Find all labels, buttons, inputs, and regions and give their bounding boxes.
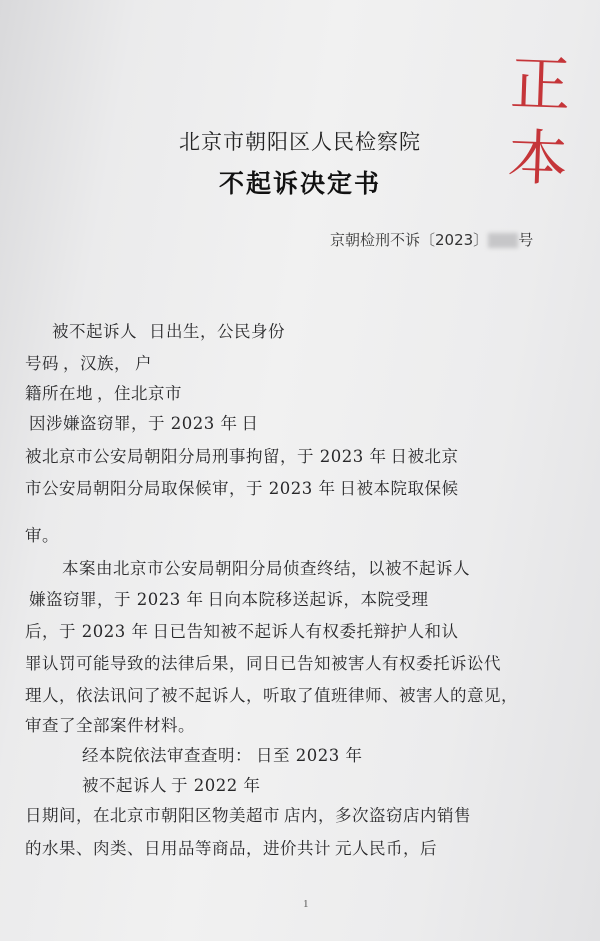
original-copy-stamp — [501, 47, 576, 197]
text-segment: 日已告知被不起诉人有权委托辩护人和认 — [152, 622, 459, 641]
text-segment: 户 — [135, 354, 152, 373]
document-number-prefix: 京朝检刑不诉〔2023〕 — [330, 231, 489, 249]
document-number-suffix: 号 — [518, 231, 534, 249]
page-number: 1 — [303, 898, 309, 910]
text-segment: 因涉嫌盗窃罪，于 2023 年 — [29, 414, 238, 433]
stamp-char-1: 正 — [509, 48, 572, 122]
redaction — [488, 233, 518, 248]
text-segment: 罪认罚可能导致的法律后果，同日已告知被害人有权委托诉讼代 — [25, 654, 501, 673]
text-line — [25, 475, 458, 499]
text-segment: 日至 2023 年 — [256, 746, 363, 765]
text-segment: 日期间，在北京市朝阳区物美超市 — [25, 806, 280, 825]
text-segment: 于 2022 年 — [171, 776, 261, 795]
text-line — [25, 586, 428, 610]
text-segment: 日 — [241, 414, 259, 433]
text-line — [25, 835, 437, 859]
text-segment: 市公安局朝阳分局取保候审，于 2023 年 — [25, 479, 336, 498]
text-segment: 日出生，公民身份 — [149, 322, 285, 341]
text-segment: 元人民币，后 — [335, 839, 437, 858]
text-line — [62, 555, 474, 579]
text-line — [25, 618, 458, 642]
text-segment: 日被本院取保候 — [339, 479, 459, 498]
text-segment: 嫌盗窃罪，于 2023 年 — [29, 590, 204, 609]
text-segment: 被北京市公安局朝阳分局刑事拘留，于 2023 年 — [25, 447, 387, 466]
document-title: 不起诉决定书 — [218, 169, 381, 198]
text-line — [82, 742, 366, 766]
text-line — [25, 682, 518, 706]
text-segment: 理人，依法讯问了被不起诉人，听取了值班律师、被害人的意见， — [25, 686, 518, 705]
text-segment: 店内，多次盗窃店内销售 — [284, 806, 471, 825]
text-line — [25, 650, 501, 674]
text-line — [25, 380, 186, 404]
procuratorate-name: 北京市朝阳区人民检察院 — [179, 130, 421, 154]
text-line — [25, 802, 471, 826]
text-segment: ，汉族， — [63, 354, 131, 373]
text-segment: 籍所在地 — [25, 384, 93, 403]
text-segment: 日被北京 — [390, 447, 459, 466]
text-line — [25, 443, 458, 467]
text-line — [25, 712, 195, 736]
text-segment: ，住北京市 — [97, 384, 182, 403]
text-segment: 号码 — [25, 354, 59, 373]
text-line — [25, 410, 258, 434]
text-line — [52, 318, 285, 342]
text-line — [25, 522, 59, 546]
text-line — [25, 350, 152, 374]
text-segment: 后，于 2023 年 — [25, 622, 149, 641]
text-line — [82, 772, 264, 796]
text-segment: 日向本院移送起诉，本院受理 — [207, 590, 429, 609]
text-segment: 审。 — [25, 526, 59, 545]
text-segment: 经本院依法审查查明： — [82, 746, 252, 765]
stamp-char-2: 本 — [506, 122, 569, 196]
document-number — [330, 229, 600, 250]
text-segment: 的水果、肉类、日用品等商品，进价共计 — [25, 839, 331, 858]
text-segment: 审查了全部案件材料。 — [25, 716, 195, 735]
text-segment: 本案由北京市公安局朝阳分局侦查终结，以被不起诉人 — [62, 559, 470, 578]
text-segment: 被不起诉人 — [52, 322, 137, 341]
text-segment: 被不起诉人 — [82, 776, 167, 795]
